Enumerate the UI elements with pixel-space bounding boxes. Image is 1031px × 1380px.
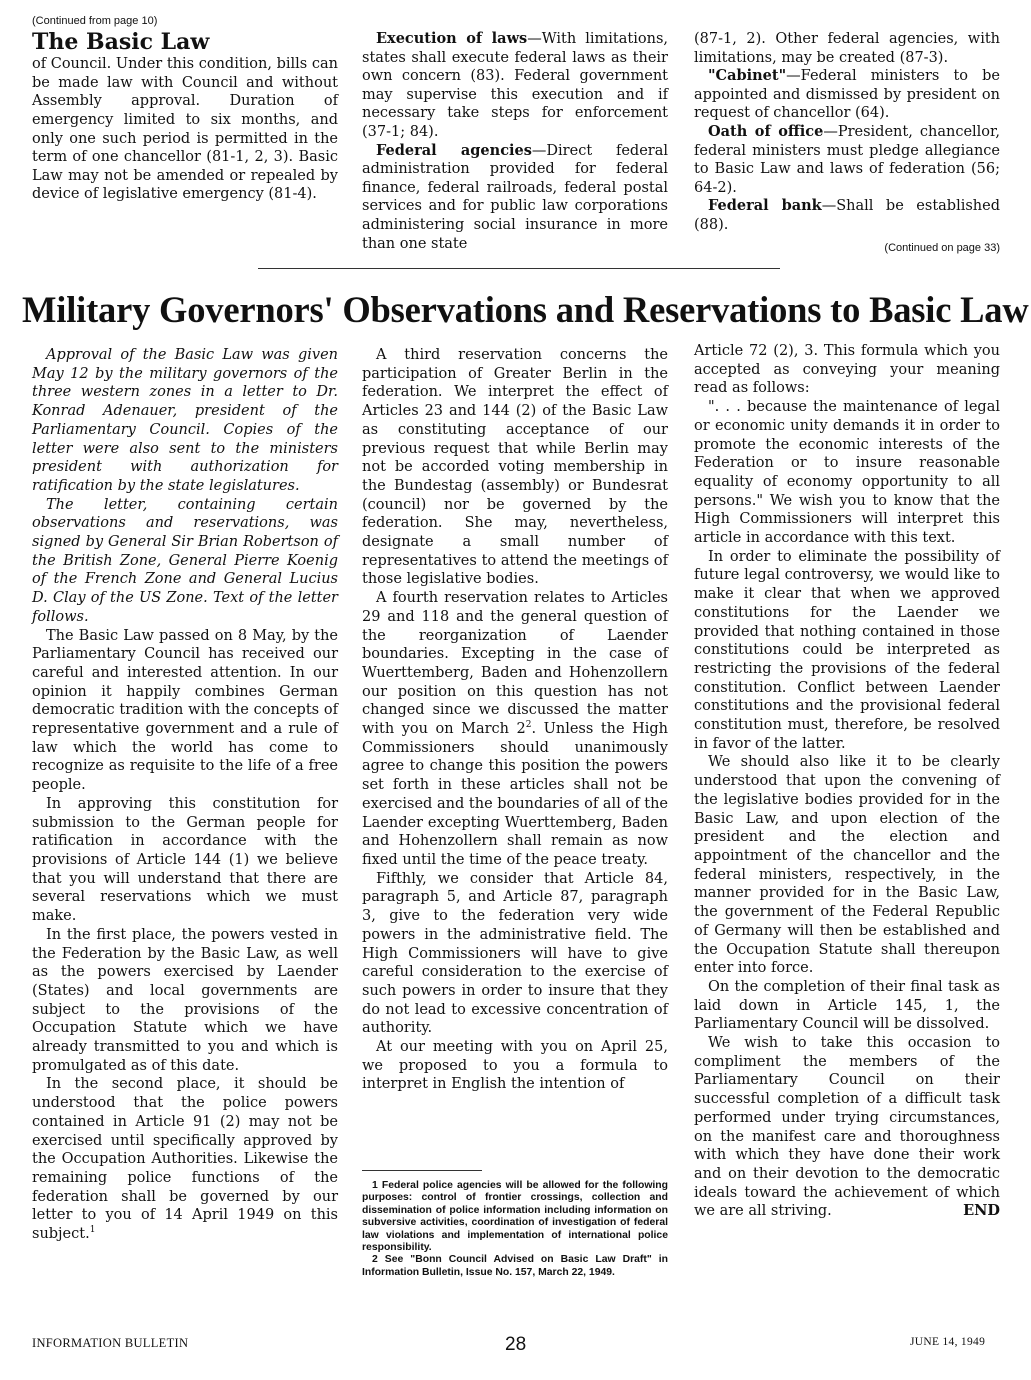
footnote-rule [362,1170,482,1171]
paragraph: In order to eliminate the possibility of future legal controversy, we would like to make it clear that when we approved constitutions for the Laender we provided that nothing contained in those constitutions could be interpreted as restricting the provisions of the federal constitution. Conflict between Laender constitutions and the provisional federal constitution must, therefore, be resolved in favor of the latter. [694,548,1000,752]
paragraph: We wish to take this occasion to compliment the members of the Parliamentary Council on their successful completion of a difficult task performed under trying circumstances, on the manifest care and thoroughness with which they have done their work and on their devotion to the democratic ideals toward the achievement of which we are all striving. END [694,1035,1000,1220]
intro-paragraph: The letter, containing certain observations and reservations, was signed by General Sir Brian Robertson of the British Zone, General Pierre Koenig of the French Zone and General Lucius D. Clay of the US Zone. Text of the letter follows. [32,496,338,625]
paragraph: The Basic Law passed on 8 May, by the Parliamentary Council has received our careful and interested attention. In our opinion it happily combines German democratic tradition with the concepts of representative government and a rule of law which the world has come to recognize as requisite to the life of a free people. [32,627,338,794]
article-title: Military Governors' Observations and Reservations to Basic Law [22,289,1029,330]
paragraph: Execution of laws—With limitations, states shall execute federal laws as their own concern (83). Federal government may supervise this execution and if necessary take steps for enforcement (37-1; 84). [362,30,668,140]
footer-date: JUNE 14, 1949 [910,1336,986,1348]
paragraph: Fifthly, we consider that Article 84, paragraph 5, and Article 87, paragraph 3, give to the federation very wide powers in the administrative field. The High Commissioners will have to give careful consideration to the exercise of such powers in order to insure that they do not lead to excessive concentration of authority. [362,870,668,1037]
paragraph: ". . . because the maintenance of legal or economic unity demands it in order to promote the economic interests of the Federation or to insure reasonable equality of economy opportunity to all persons." We wish you to know that the High Commissioners will interpret this article in accordance with this text. [694,399,1000,547]
intro-paragraph: Approval of the Basic Law was given May 12 by the military governors of the three western zones in a letter to Dr. Konrad Adenauer, president of the Parliamentary Council. Copies of the letter were also sent to the ministers president with authorization for ratification by the state legislatures. [32,347,338,494]
article-column-1 [32,346,338,1244]
run-in-heading: Federal bank [708,197,822,215]
page-number: 28 [505,1334,527,1355]
paragraph: Oath of office—President, chancellor, federal ministers must pledge allegiance to Basic Law and laws of federation (56; 64-2). [694,122,1000,196]
paragraph: We should also like it to be clearly understood that upon the convening of the legislative bodies provided for in the Basic Law, and upon election of the president and the election and appointment of the chancellor and the federal ministers, respectively, in the manner provided for in the Basic Law, the government of the Federal Republic of Germany will then be established and the Occupation Statute shall thereupon enter into force. [694,754,1000,977]
footnote: 2 See "Bonn Council Advised on Basic Law Draft" in Information Bulletin, Issue No. 157, March 22, 1949. [362,1254,668,1278]
paragraph: Federal bank—Shall be established (88). [694,197,1000,233]
end-mark: END [963,1202,1000,1220]
section-heading: The Basic Law [32,28,210,55]
footnote-ref: 1 [89,1225,96,1236]
paragraph: At our meeting with you on April 25, we proposed to you a formula to interpret in English the intention of [362,1039,668,1093]
paragraph: In approving this constitution for submission to the German people for ratification in accordance with the provisions of Article 144 (1) we believe that you will understand that there are several reservations which we must make. [32,795,338,925]
article-column-3 [694,342,1000,1221]
paragraph: Article 72 (2), 3. This formula which you accepted as conveying your meaning read as follows: [694,343,1000,397]
separator-rule [258,268,780,269]
run-in-heading: Oath of office [708,122,824,140]
continued-on-note: (Continued on page 33) [884,241,1000,254]
run-in-heading: Execution of laws [376,30,528,47]
paragraph: A third reservation concerns the participation of Greater Berlin in the federation. We interpret the effect of Articles 23 and 144 (2) of the Basic Law as constituting acceptance of our previous request that while Berlin may not be accorded voting membership in the Bundestag (assembly) or Bundesrat (council) nor be governed by the federation. She may, nevertheless, designate a small number of representatives to attend the meetings of those legislative bodies. [362,347,668,588]
paragraph: In the first place, the powers vested in the Federation by the Basic Law, as well as the powers exercised by Laender (States) and local governments are subject to the provisions of the Occupation Statute which we have already transmitted to you and which is promulgated as of this date. [32,926,338,1074]
paragraph: Federal agencies—Direct federal administration provided for federal finance, federal railroads, federal postal services and for public law corporations administering social insurance in more than one state [362,141,668,252]
paragraph: On the completion of their final task as laid down in Article 145, 1, the Parliamentary Council will be dissolved. [694,978,1000,1033]
top-column-3 [694,30,1000,257]
article-column-2 [362,346,668,1094]
run-in-heading: "Cabinet" [708,67,787,85]
footer-publication: INFORMATION BULLETIN [32,1336,189,1350]
paragraph: In the second place, it should be understood that the police powers contained in Article 91 (2) may not be exercised until specifically approved by the Occupation Authorities. Likewise the remaining police functions of the federation shall be governed by our letter to you of 14 April 1949 on this subject.$^1$ [32,1076,338,1243]
paragraph: (87-1, 2). Other federal agencies, with limitations, may be created (87-3). [694,31,1000,66]
paragraph: of Council. Under this condition, bills can be made law with Council and without Assembly approval. Duration of emergency limited to six months, and only one such period is permitted in the term of one chancellor (81-1, 2, 3). Basic Law may not be amended or repealed by device of legislative emergency (81-4). [32,56,338,203]
run-in-heading: Federal agencies [376,141,532,159]
continued-from-note: (Continued from page 10) [32,15,158,27]
paragraph: "Cabinet"—Federal ministers to be appointed and dismissed by president on request of chancellor (64). [694,67,1000,122]
top-column-1 [32,12,338,204]
paragraph: A fourth reservation relates to Articles 29 and 118 and the general question of the reorganization of Laender boundaries. Excepting in the case of Wuerttemberg, Baden and Hohenzollern our position on this question has not changed since we discussed the matter with you on March $2^2$. Unless the High Commissioners should unanimously agree to change this position the powers set forth in these articles shall not be exercised and the boundaries of all of the Laender excepting Wuerttemberg, Baden and Hohenzollern shall remain as now fixed until the time of the peace treaty. [362,590,668,868]
footnote-ref: 2 [525,720,532,731]
top-column-2 [362,30,668,253]
footnotes [362,1180,668,1279]
intro-note [32,346,338,627]
footnote: 1 Federal police agencies will be allowed for the following purposes: control of frontier crossings, collection and dissemination of police information including information on subversive activities, coordination of investigation of federal law violations and implementation of international police responsibility. [362,1180,669,1254]
